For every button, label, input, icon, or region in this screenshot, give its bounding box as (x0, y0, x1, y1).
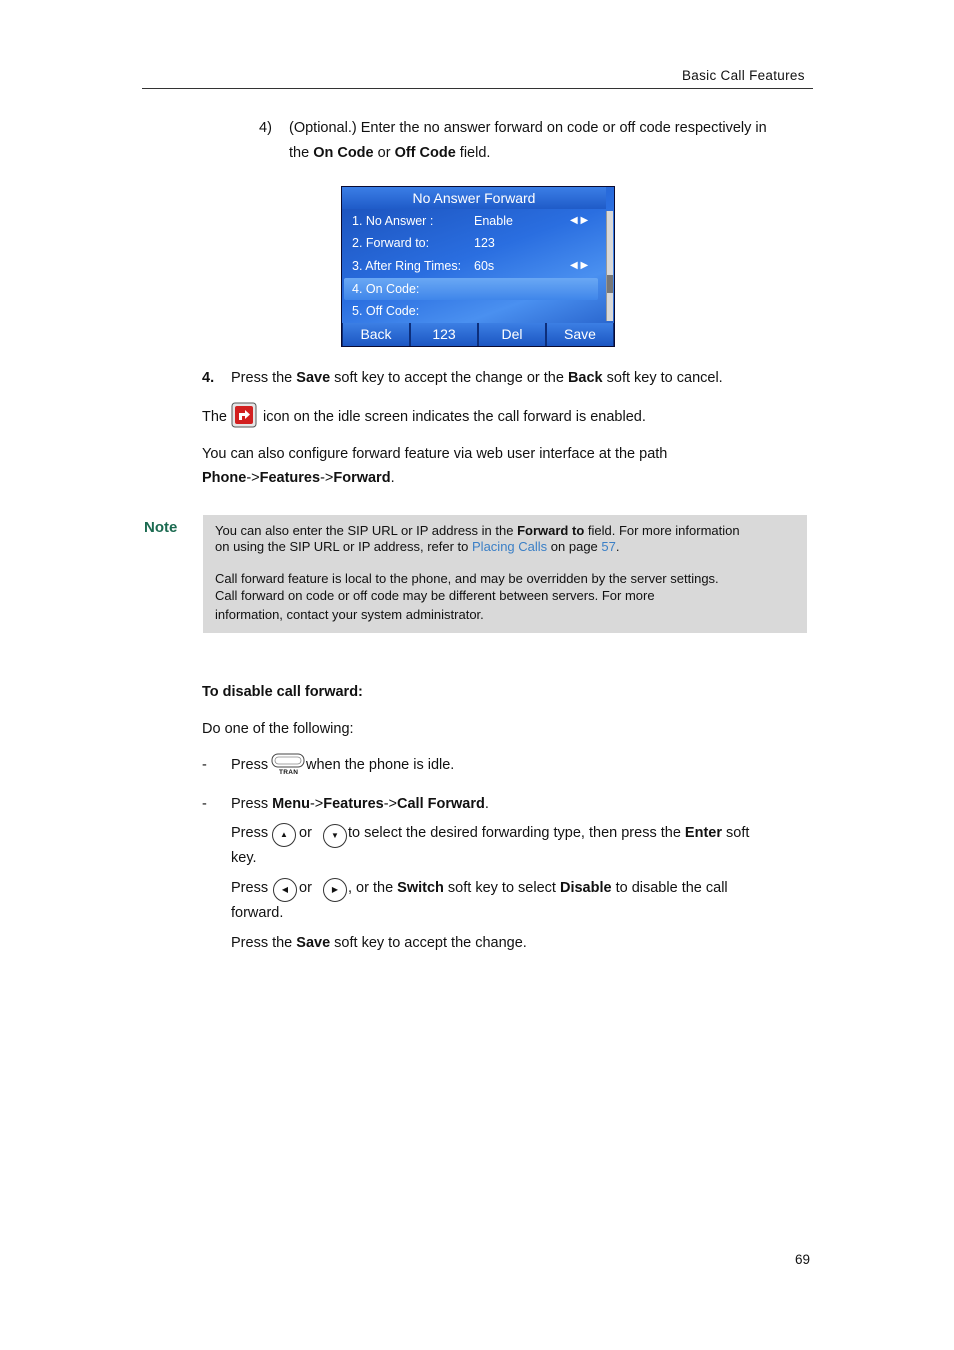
text: soft (722, 825, 750, 841)
text: soft key to accept the change. (330, 935, 527, 951)
left-key-icon (273, 878, 297, 902)
row-label: 4. On Code: (352, 282, 420, 296)
disable-intro: Do one of the following: (202, 721, 354, 737)
row-label: 3. After Ring Times: (352, 259, 462, 273)
down-key-icon (323, 824, 347, 848)
text: -> (320, 470, 334, 486)
back-term: Back (567, 370, 603, 386)
row-label: 1. No Answer : (352, 214, 434, 228)
phone-row-forward-to (352, 232, 602, 254)
heading-text: To disable call forward: (202, 684, 363, 700)
features-term: Features (259, 470, 321, 486)
menu-term: Menu (272, 796, 310, 812)
call-forward-term: Call Forward (397, 796, 485, 812)
left-right-arrows-icon: ◀ ▶ (570, 215, 589, 226)
disable-term: Disable (559, 880, 612, 896)
text: Press the (231, 370, 297, 386)
placing-calls-link[interactable]: Placing Calls (472, 539, 548, 554)
up-arrow-icon: ▲ (280, 830, 288, 839)
text: , or the (348, 880, 398, 896)
forward-to-term: Forward to (517, 523, 585, 538)
page-number: 69 (795, 1252, 811, 1267)
s1-or: or (299, 825, 312, 841)
s1-post (348, 823, 749, 843)
step-number-text: 4. (202, 370, 215, 386)
text: on using the SIP URL or IP address, refer to (215, 539, 473, 554)
left-arrow-icon: ◀ (281, 885, 289, 894)
item2-text (231, 794, 489, 814)
text: to disable the call (611, 880, 728, 896)
softkey-del: Del (479, 323, 545, 346)
s3-text (231, 933, 527, 953)
text: -> (309, 796, 324, 812)
optional-step-line2 (289, 143, 490, 163)
text: to select the desired forwarding type, then press the (348, 825, 685, 841)
note-p2-line1: Call forward feature is local to the phone, and may be overridden by the server settings. (215, 571, 719, 586)
text: soft key to accept the change or the (330, 370, 568, 386)
text: You can also enter the SIP URL or IP address in the (215, 523, 518, 538)
down-arrow-icon: ▼ (331, 831, 339, 840)
right-arrow-icon: ▶ (331, 885, 339, 894)
text: field. (455, 145, 491, 161)
note-p1-line2 (215, 538, 619, 555)
phone-screen-title: No Answer Forward (342, 187, 606, 209)
text: Press (231, 796, 273, 812)
row-label: 2. Forward to: (352, 236, 430, 250)
phone-term: Phone (202, 470, 247, 486)
icon-line-post: icon on the idle screen indicates the call forward is enabled. (263, 409, 646, 425)
up-key-icon (272, 823, 296, 847)
phone-row-no-answer (352, 210, 602, 232)
note-p1-line1 (215, 522, 740, 539)
note-p2-line2: Call forward on code or off code may be different between servers. For more (215, 588, 655, 603)
switch-term: Switch (397, 880, 444, 896)
text: soft key to cancel. (602, 370, 723, 386)
disable-heading (202, 682, 363, 702)
row-value: 123 (474, 236, 495, 250)
left-right-arrows-icon: ◀ ▶ (570, 260, 589, 271)
scrollbar (606, 211, 613, 321)
text: the (289, 145, 314, 161)
note-p2-line3: information, contact your system administrator. (215, 607, 484, 622)
tran-key-label: TRAN (279, 769, 299, 776)
optional-step-line1: (Optional.) Enter the no answer forward on code or off code respectively in (289, 120, 767, 136)
softkey-back: Back (343, 323, 409, 346)
text: -> (383, 796, 397, 812)
phone-row-after-ring-times (352, 255, 602, 277)
step4-text (231, 368, 723, 388)
note-label: Note (144, 519, 178, 536)
softkey-bar (342, 323, 614, 346)
step-number (202, 368, 214, 388)
item1-pre: Press (231, 757, 269, 773)
text: on page (547, 539, 602, 554)
right-key-icon (323, 878, 347, 902)
page-57-link[interactable]: 57 (601, 539, 616, 554)
row-value: Enable (474, 214, 513, 228)
text: or (373, 145, 395, 161)
note-box (203, 515, 807, 633)
web-path (202, 468, 395, 488)
forward-term: Forward (333, 470, 391, 486)
text: . (484, 796, 489, 812)
text: . (615, 539, 620, 554)
s2-post (348, 878, 728, 898)
row-value: 60s (474, 259, 495, 273)
web-line1: You can also configure forward feature via web user interface at the path (202, 446, 668, 462)
text: -> (246, 470, 260, 486)
call-forward-icon (231, 402, 257, 428)
text: . (390, 470, 395, 486)
scrollbar-thumb (607, 275, 613, 293)
s2-pre: Press (231, 880, 269, 896)
step-number-optional: 4) (259, 120, 272, 136)
softkey-save: Save (547, 323, 613, 346)
enter-term: Enter (684, 825, 722, 841)
bullet-dash: - (202, 757, 207, 773)
s2-line2: forward. (231, 905, 284, 921)
softkey-123: 123 (411, 323, 477, 346)
text: Press the (231, 935, 297, 951)
off-code-term: Off Code (394, 145, 456, 161)
save-term: Save (296, 370, 331, 386)
s1-pre: Press (231, 825, 269, 841)
phone-row-on-code (344, 278, 598, 300)
phone-screen-no-answer-forward (341, 186, 615, 347)
text: field. For more information (584, 523, 740, 538)
bullet-dash: - (202, 796, 207, 812)
save-term: Save (296, 935, 331, 951)
phone-row-off-code (352, 300, 602, 322)
header-rule (142, 88, 813, 89)
row-label: 5. Off Code: (352, 304, 420, 318)
on-code-term: On Code (313, 145, 374, 161)
features-term: Features (323, 796, 384, 812)
item1-post: when the phone is idle. (306, 757, 455, 773)
icon-line-pre: The (202, 409, 227, 425)
s1-line2: key. (231, 850, 257, 866)
text: soft key to select (443, 880, 560, 896)
running-header: Basic Call Features (682, 68, 805, 83)
s2-or: or (299, 880, 312, 896)
